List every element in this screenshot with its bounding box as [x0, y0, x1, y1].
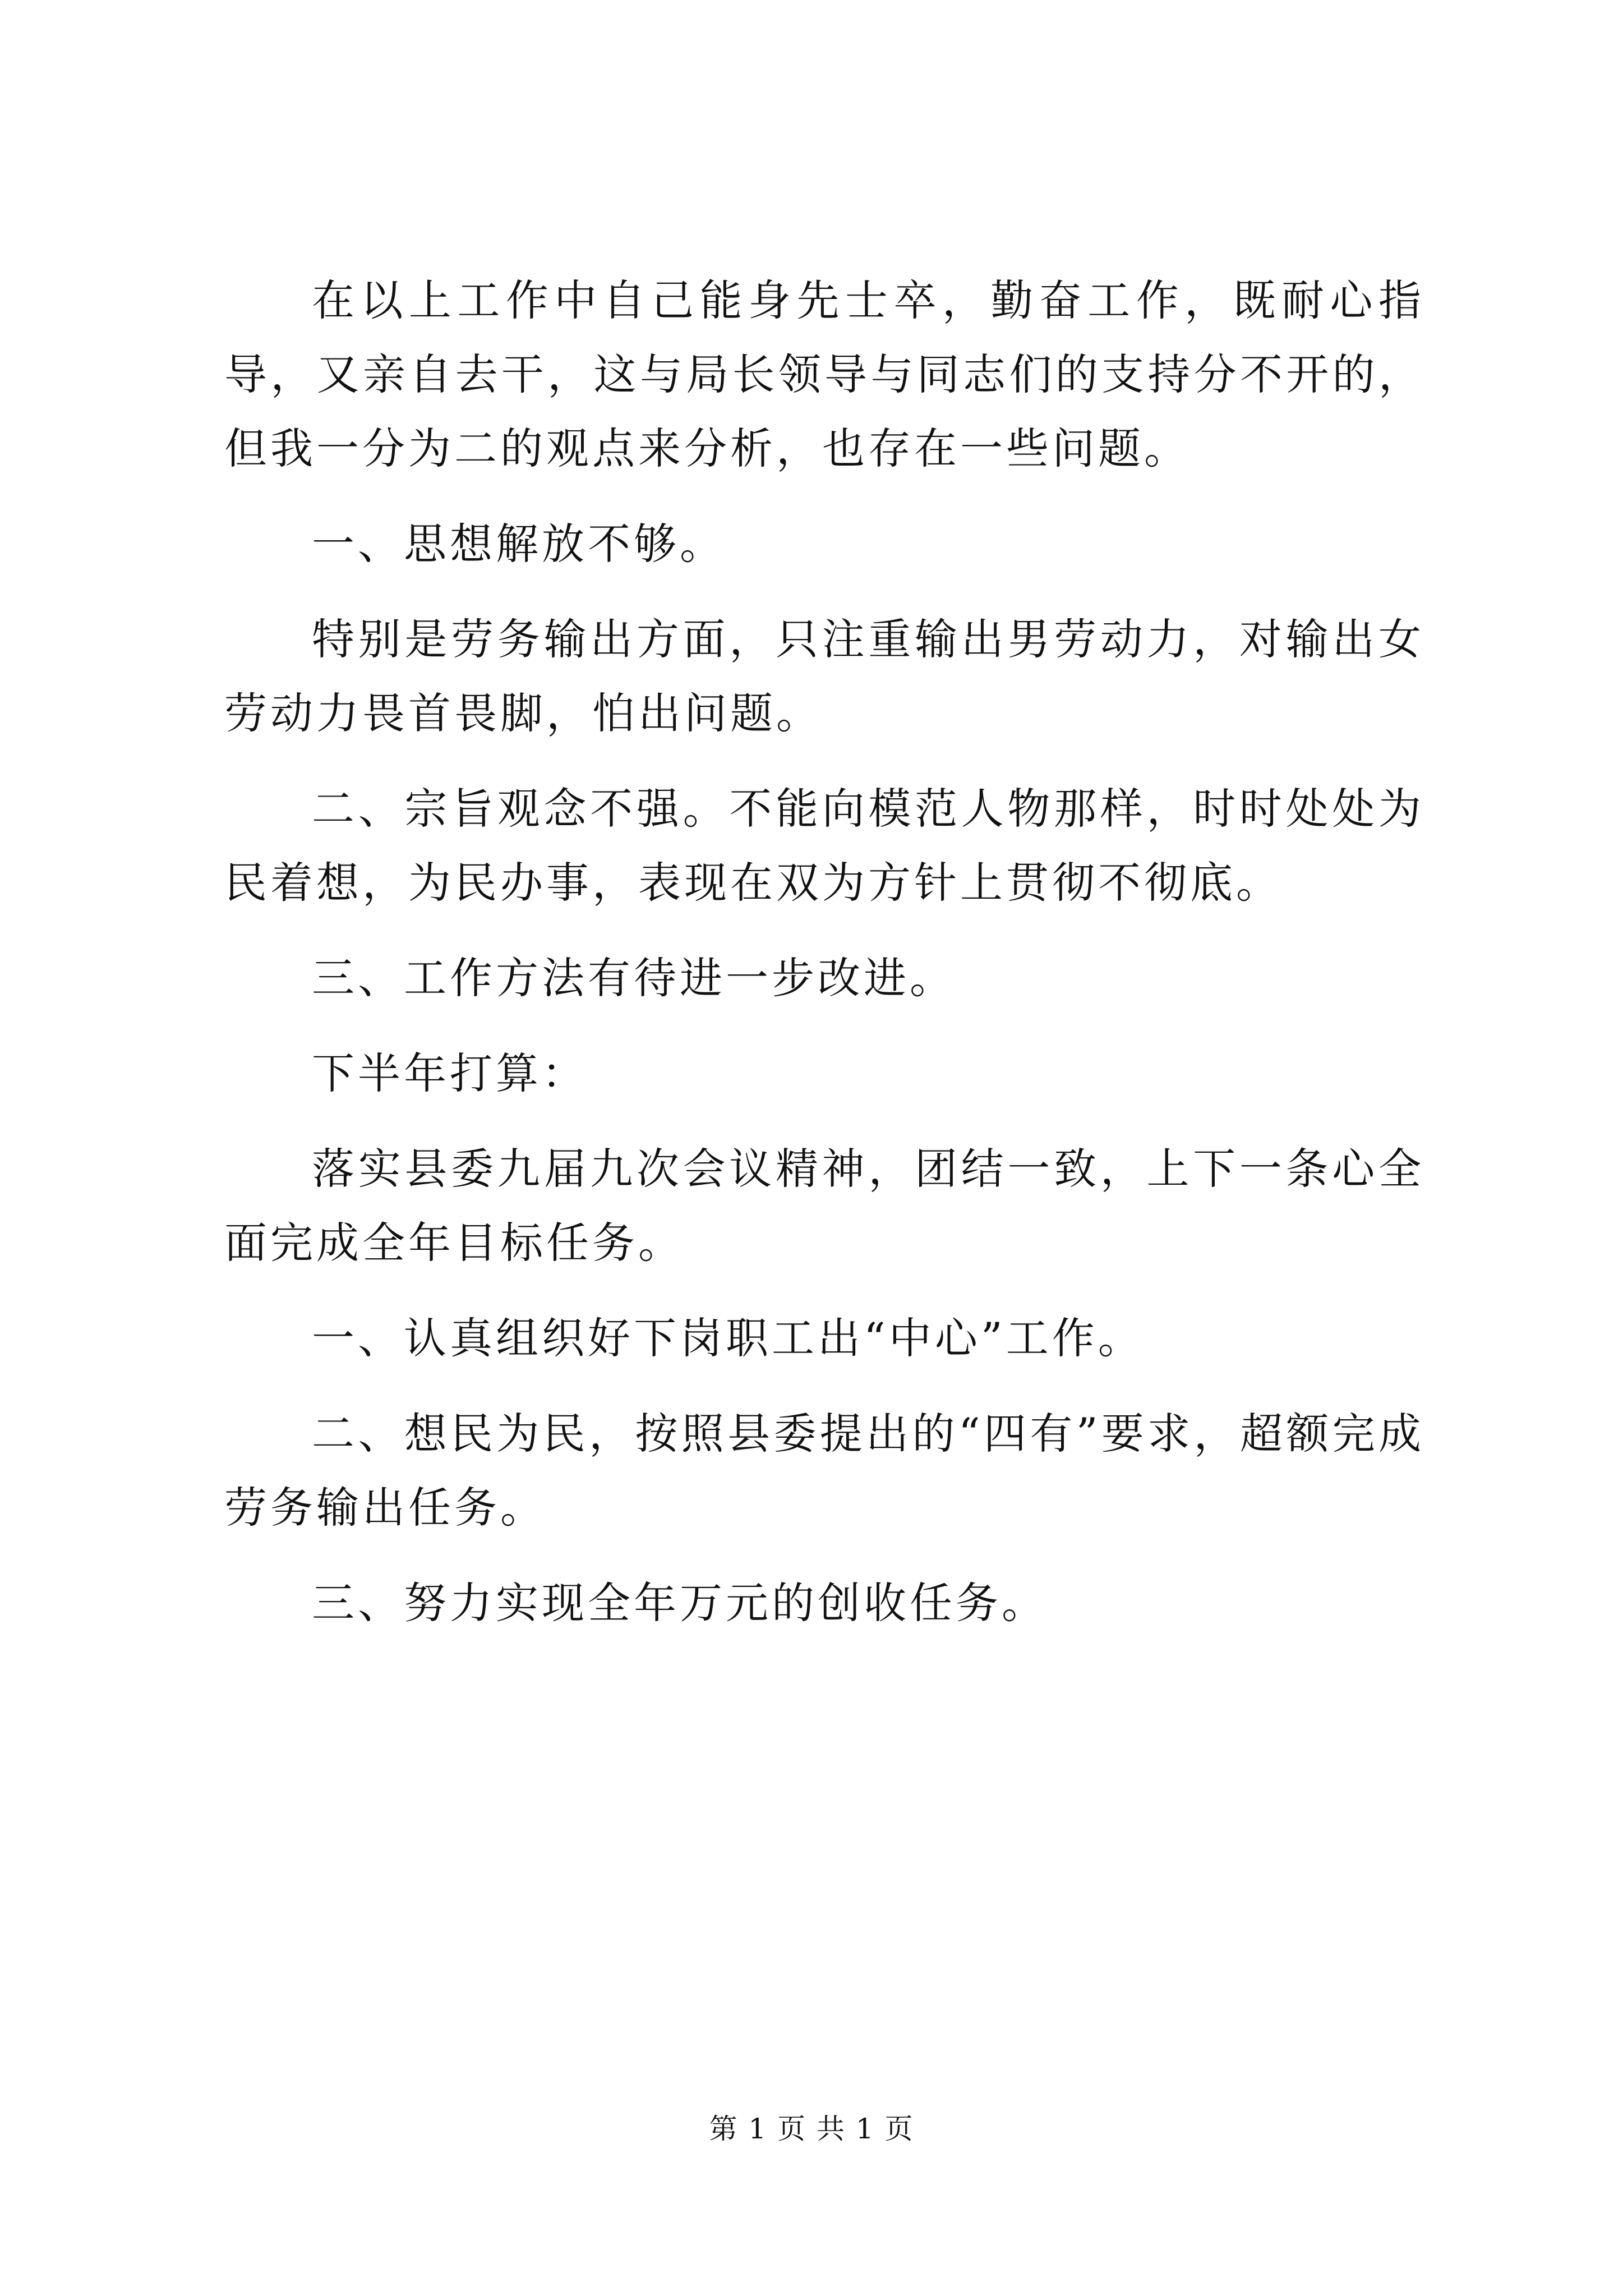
document-body [224, 264, 1424, 1662]
paragraph: 落实县委九届九次会议精神，团结一致，上下一条心全面完成全年目标任务。 [224, 1144, 1424, 1268]
page-number-footer: 第 1 页 共 1 页 [709, 2113, 914, 2145]
paragraph: 一、思想解放不够。 [312, 519, 726, 569]
paragraph: 下半年打算： [312, 1048, 588, 1098]
paragraph: 二、想民为民，按照县委提出的“四有”要求，超额完成劳务输出任务。 [224, 1409, 1424, 1533]
paragraph: 三、工作方法有待进一步改进。 [312, 953, 956, 1003]
paragraph: 一、认真组织好下岗职工出“中心”工作。 [312, 1313, 1144, 1363]
paragraph: 在以上工作中自己能身先士卒，勤奋工作，既耐心指导，又亲自去干，这与局长领导与同志们的支持分不开的，但我一分为二的观点来分析，也存在一些问题。 [224, 275, 1424, 473]
paragraph: 二、宗旨观念不强。不能向模范人物那样，时时处处为民着想，为民办事，表现在双为方针上贯彻不彻底。 [224, 784, 1424, 908]
paragraph: 三、努力实现全年万元的创收任务。 [312, 1578, 1048, 1628]
paragraph: 特别是劳务输出方面，只注重输出男劳动力，对输出女劳动力畏首畏脚，怕出问题。 [224, 614, 1424, 738]
